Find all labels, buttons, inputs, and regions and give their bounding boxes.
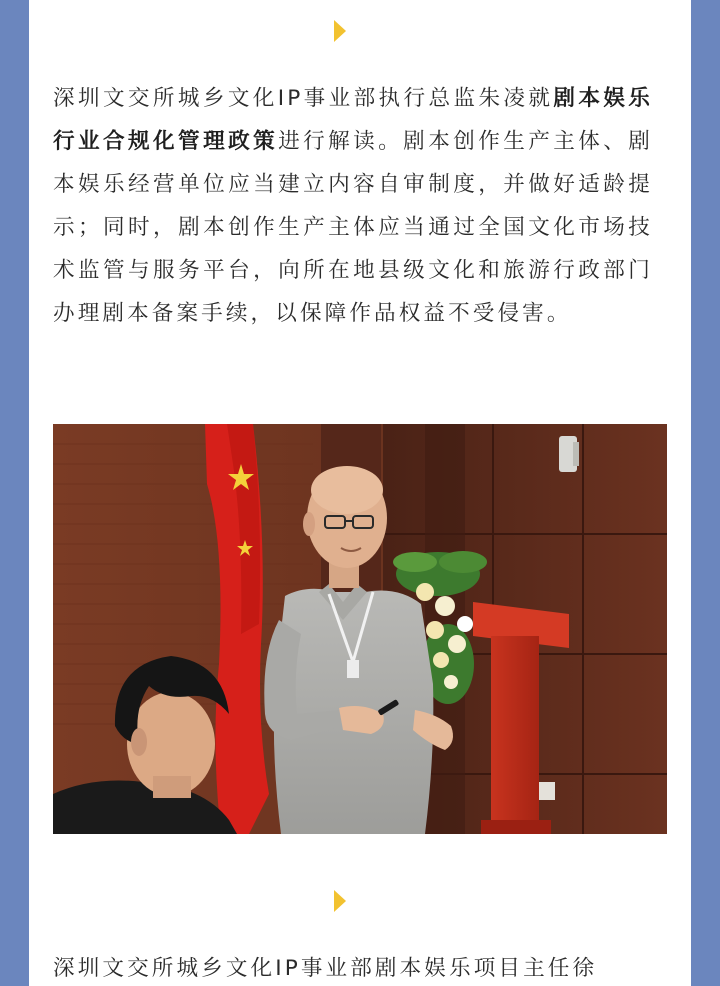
paragraph-text-bold: 剧本娱乐行业合规化管理政策: [53, 86, 653, 154]
section-marker-triangle-icon: [334, 20, 346, 42]
paragraph-project-director-intro: [53, 947, 653, 986]
section-marker-triangle-icon: [334, 890, 346, 912]
article-card: [29, 0, 691, 986]
speaker-photo-illustration: [53, 424, 667, 834]
paragraph-text-rest: 进行解读。剧本创作生产主体、剧本娱乐经营单位应当建立内容自审制度，并做好适龄提示；同时，剧本创作生产主体应当通过全国文化市场技术监管与服务平台，向所在地县级文化和旅游行政部门办理剧本备案手续，以保障作品权益不受侵害。: [53, 129, 653, 326]
speaker-photo: [53, 424, 667, 834]
paragraph-policy-interpretation: [53, 77, 653, 335]
paragraph-text-lead: 深圳文交所城乡文化IP事业部剧本娱乐项目主任徐: [53, 956, 598, 981]
paragraph-text-lead: 深圳文交所城乡文化IP事业部执行总监朱凌就: [53, 86, 554, 111]
